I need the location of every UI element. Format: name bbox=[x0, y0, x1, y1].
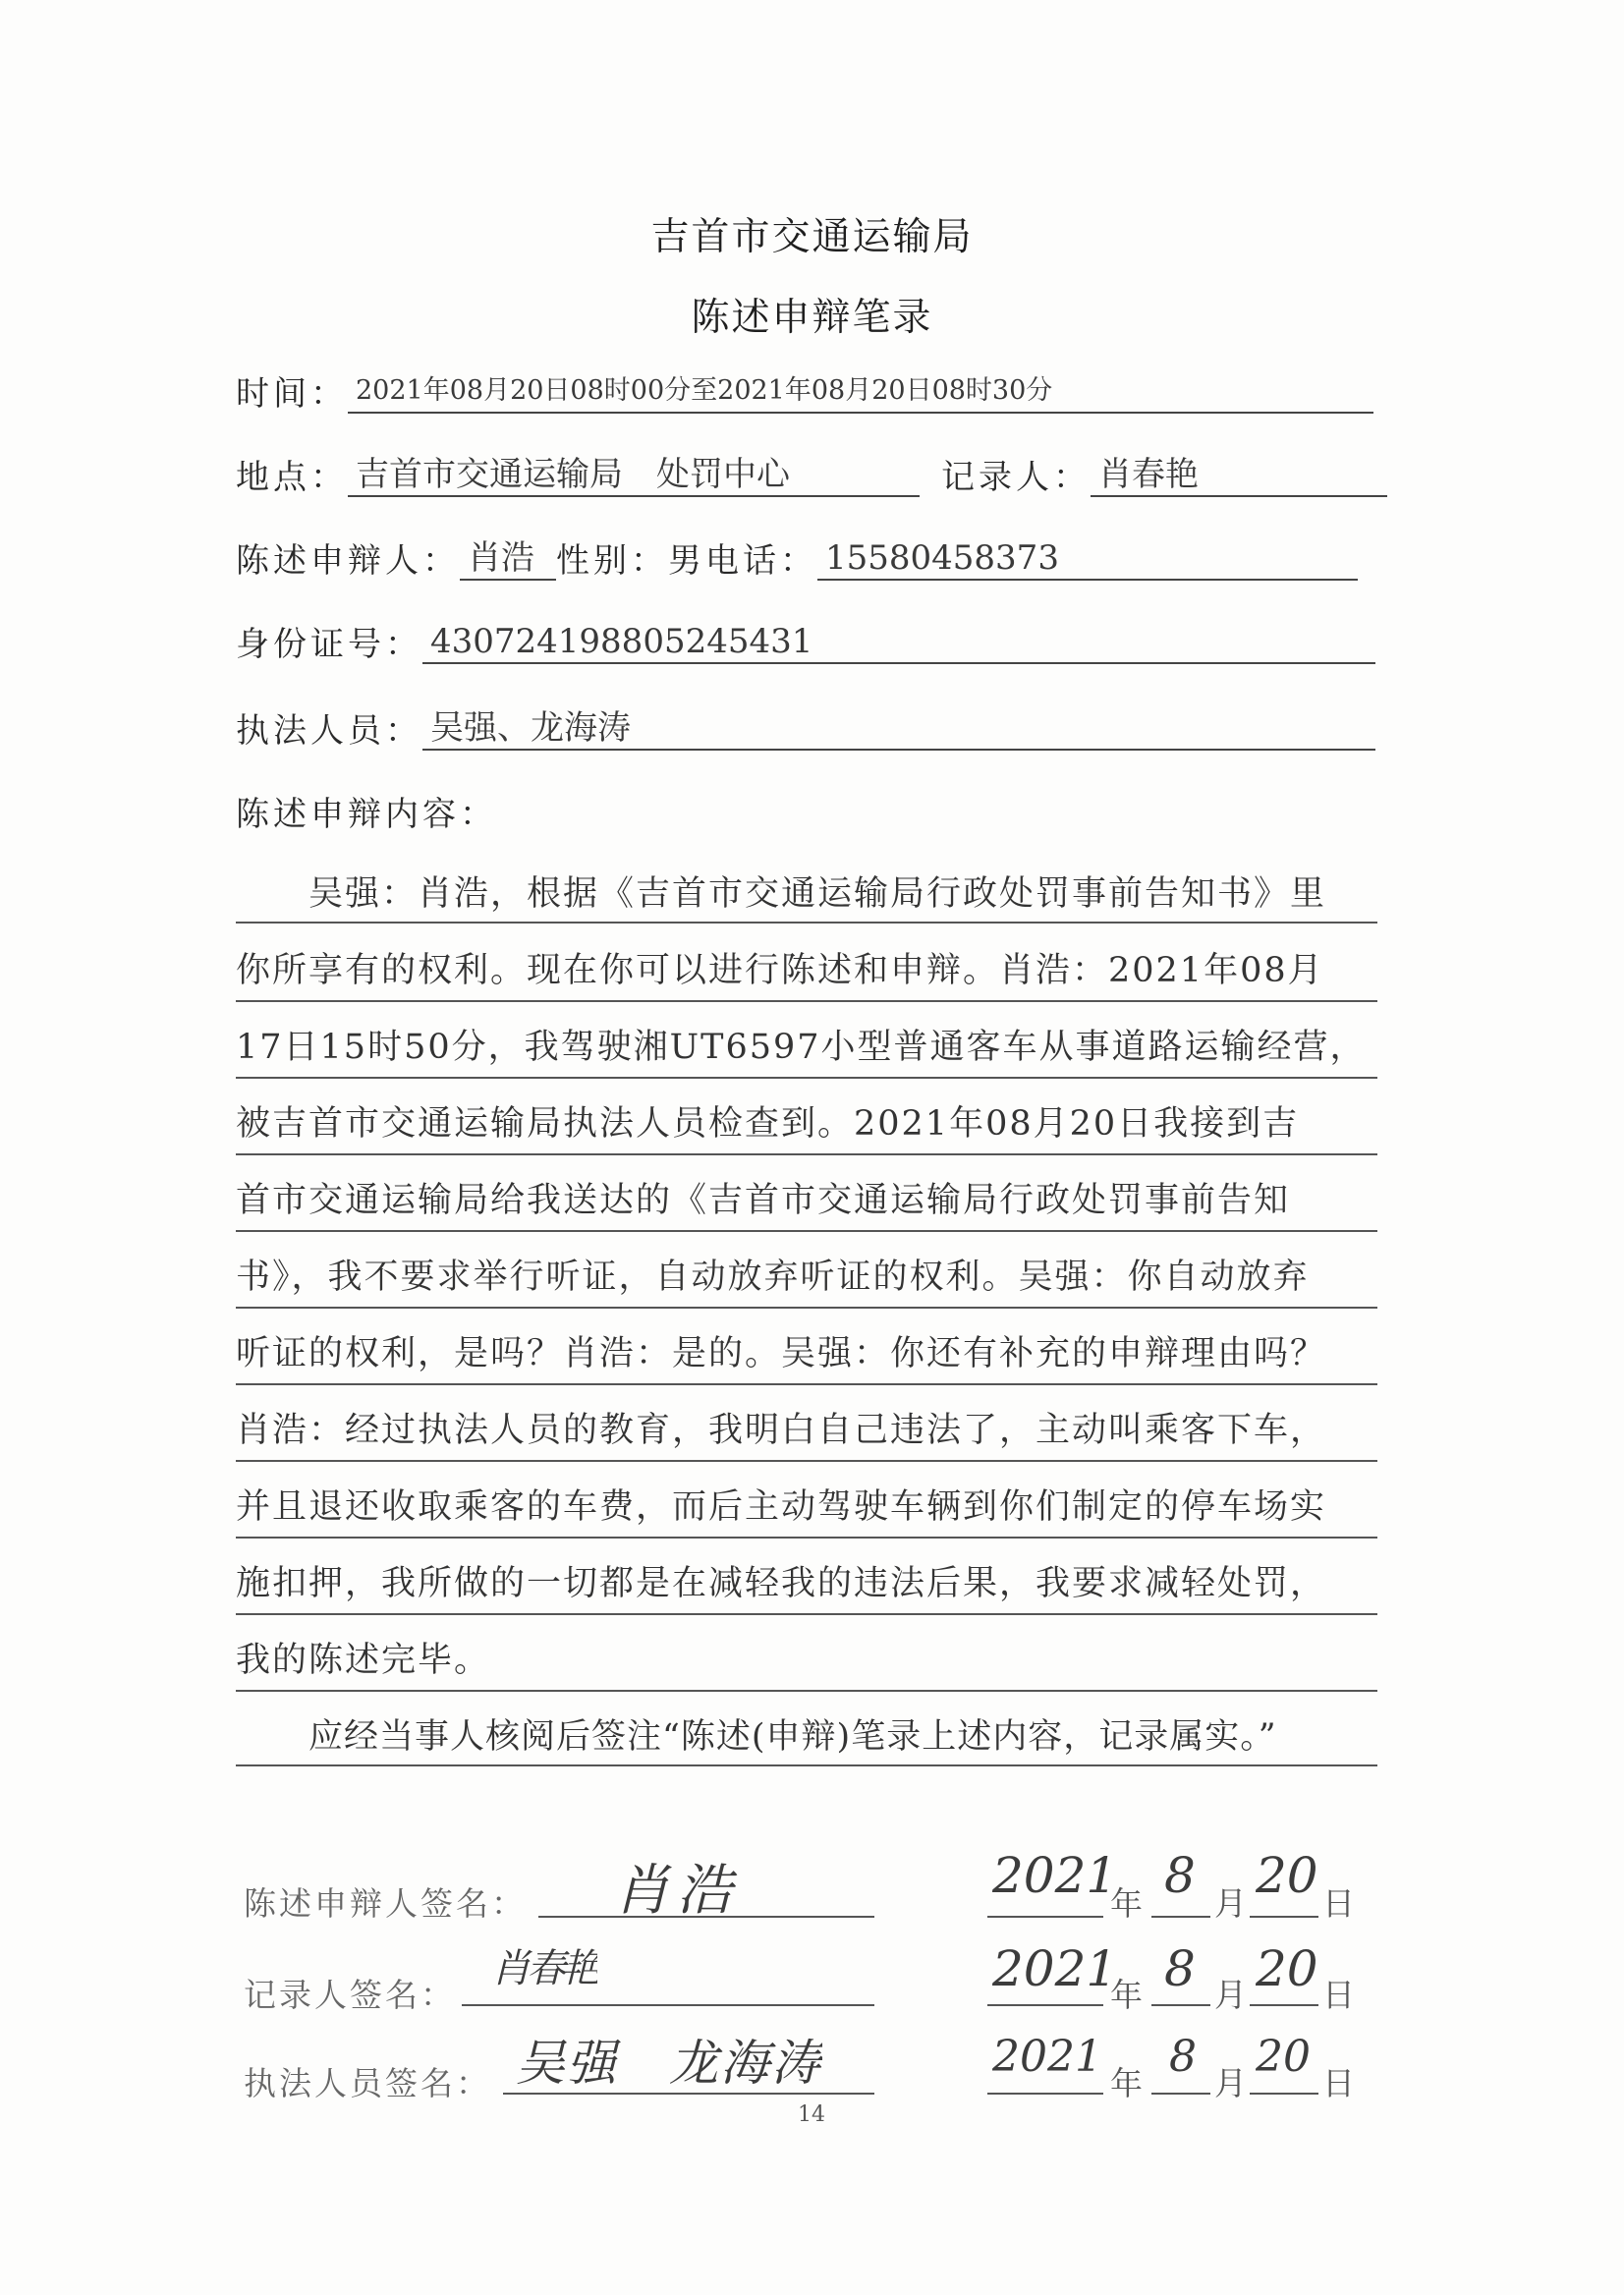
place-row bbox=[236, 452, 1387, 503]
date-day-handwritten: 20 bbox=[1256, 1847, 1318, 1904]
page-number: 14 bbox=[798, 2102, 825, 2127]
phone-label: 电话： bbox=[705, 541, 817, 581]
page-subtitle: 陈述申辩笔录 bbox=[691, 296, 933, 340]
recorder-sign-line bbox=[462, 2004, 874, 2006]
date-year-char: 年 bbox=[1110, 2064, 1143, 2102]
time-value: 2021年08月20日08时00分至2021年08月20日08时30分 bbox=[348, 368, 1373, 414]
date-day-line bbox=[1250, 2093, 1318, 2095]
content-line: 并且退还收取乘客的车费，而后主动驾驶车辆到你们制定的停车场实 bbox=[236, 1478, 1377, 1539]
date-month-line bbox=[1151, 2093, 1210, 2095]
date-year-char: 年 bbox=[1110, 1884, 1143, 1923]
date-day-char: 日 bbox=[1322, 1976, 1355, 2014]
recorder-value: 肖春艳 bbox=[1091, 452, 1387, 497]
content-line: 肖浩：经过执法人员的教育，我明白自己违法了，主动叫乘客下车， bbox=[236, 1401, 1377, 1462]
date-day-handwritten: 20 bbox=[1256, 1940, 1318, 1997]
content-line: 首市交通运输局给我送达的《吉首市交通运输局行政处罚事前告知 bbox=[236, 1171, 1377, 1232]
time-label: 时间： bbox=[236, 374, 348, 414]
speaker-signature: 肖浩 bbox=[614, 1859, 740, 1923]
date-day-line bbox=[1250, 2004, 1318, 2006]
date-year-line bbox=[987, 1916, 1103, 1918]
date-month-line bbox=[1151, 2004, 1210, 2006]
date-day-handwritten: 20 bbox=[1256, 2032, 1311, 2082]
officer-sign-label: 执法人员签名： bbox=[244, 2064, 491, 2102]
gender-label: 性别： bbox=[556, 541, 668, 581]
date-month-char: 月 bbox=[1214, 1884, 1247, 1923]
time-row bbox=[236, 368, 1373, 420]
officers-label: 执法人员： bbox=[236, 711, 422, 751]
id-value: 430724198805245431 bbox=[422, 619, 1375, 664]
phone-value: 15580458373 bbox=[817, 535, 1358, 581]
content-line: 施扣押，我所做的一切都是在减轻我的违法后果，我要求减轻处罚， bbox=[236, 1554, 1377, 1615]
date-day-char: 日 bbox=[1322, 1884, 1355, 1923]
date-year-line bbox=[987, 2004, 1103, 2006]
recorder-label: 记录人： bbox=[941, 458, 1091, 497]
place-label: 地点： bbox=[236, 458, 348, 497]
date-year-handwritten: 2021 bbox=[992, 1847, 1118, 1904]
officers-row bbox=[236, 705, 1375, 756]
verification-note: 应经当事人核阅后签注“陈述(申辩)笔录上述内容，记录属实。” bbox=[236, 1707, 1377, 1766]
date-year-line bbox=[987, 2093, 1103, 2095]
date-month-char: 月 bbox=[1214, 1976, 1247, 2014]
speaker-row bbox=[236, 535, 1358, 587]
speaker-sign-label: 陈述申辩人签名： bbox=[244, 1884, 527, 1923]
recorder-sign-label: 记录人签名： bbox=[244, 1976, 456, 2014]
recorder-signature: 肖春艳 bbox=[491, 1946, 597, 1991]
content-line: 17日15时50分，我驾驶湘UT6597小型普通客车从事道路运输经营， bbox=[236, 1018, 1377, 1079]
officers-value: 吴强、龙海涛 bbox=[422, 705, 1375, 751]
page-title: 吉首市交通运输局 bbox=[650, 215, 974, 259]
content-label-row bbox=[236, 789, 497, 840]
place-value: 吉首市交通运输局 处罚中心 bbox=[348, 452, 920, 497]
content-line: 被吉首市交通运输局执法人员检查到。2021年08月20日我接到吉 bbox=[236, 1094, 1377, 1155]
id-row bbox=[236, 619, 1375, 670]
speaker-value: 肖浩 bbox=[460, 535, 556, 581]
date-year-char: 年 bbox=[1110, 1976, 1143, 2014]
speaker-label: 陈述申辩人： bbox=[236, 541, 460, 581]
content-line: 听证的权利，是吗？肖浩：是的。吴强：你还有补充的申辩理由吗？ bbox=[236, 1324, 1377, 1385]
content-line: 你所享有的权利。现在你可以进行陈述和申辩。肖浩：2021年08月 bbox=[236, 941, 1377, 1002]
date-month-handwritten: 8 bbox=[1164, 1940, 1196, 1997]
date-year-handwritten: 2021 bbox=[992, 2032, 1102, 2082]
content-label: 陈述申辩内容： bbox=[236, 795, 497, 834]
date-month-char: 月 bbox=[1214, 2064, 1247, 2102]
date-month-line bbox=[1151, 1916, 1210, 1918]
content-line: 我的陈述完毕。 bbox=[236, 1631, 1377, 1692]
date-year-handwritten: 2021 bbox=[992, 1940, 1118, 1997]
date-month-handwritten: 8 bbox=[1169, 2032, 1197, 2082]
content-line: 书》，我不要求举行听证，自动放弃听证的权利。吴强：你自动放弃 bbox=[236, 1248, 1377, 1309]
officer-signature: 吴强 龙海涛 bbox=[516, 2035, 822, 2092]
content-line: 吴强：肖浩，根据《吉首市交通运输局行政处罚事前告知书》里 bbox=[236, 865, 1377, 924]
date-month-handwritten: 8 bbox=[1164, 1847, 1196, 1904]
id-label: 身份证号： bbox=[236, 625, 422, 664]
gender-value: 男 bbox=[668, 541, 705, 581]
date-day-char: 日 bbox=[1322, 2064, 1355, 2102]
date-day-line bbox=[1250, 1916, 1318, 1918]
